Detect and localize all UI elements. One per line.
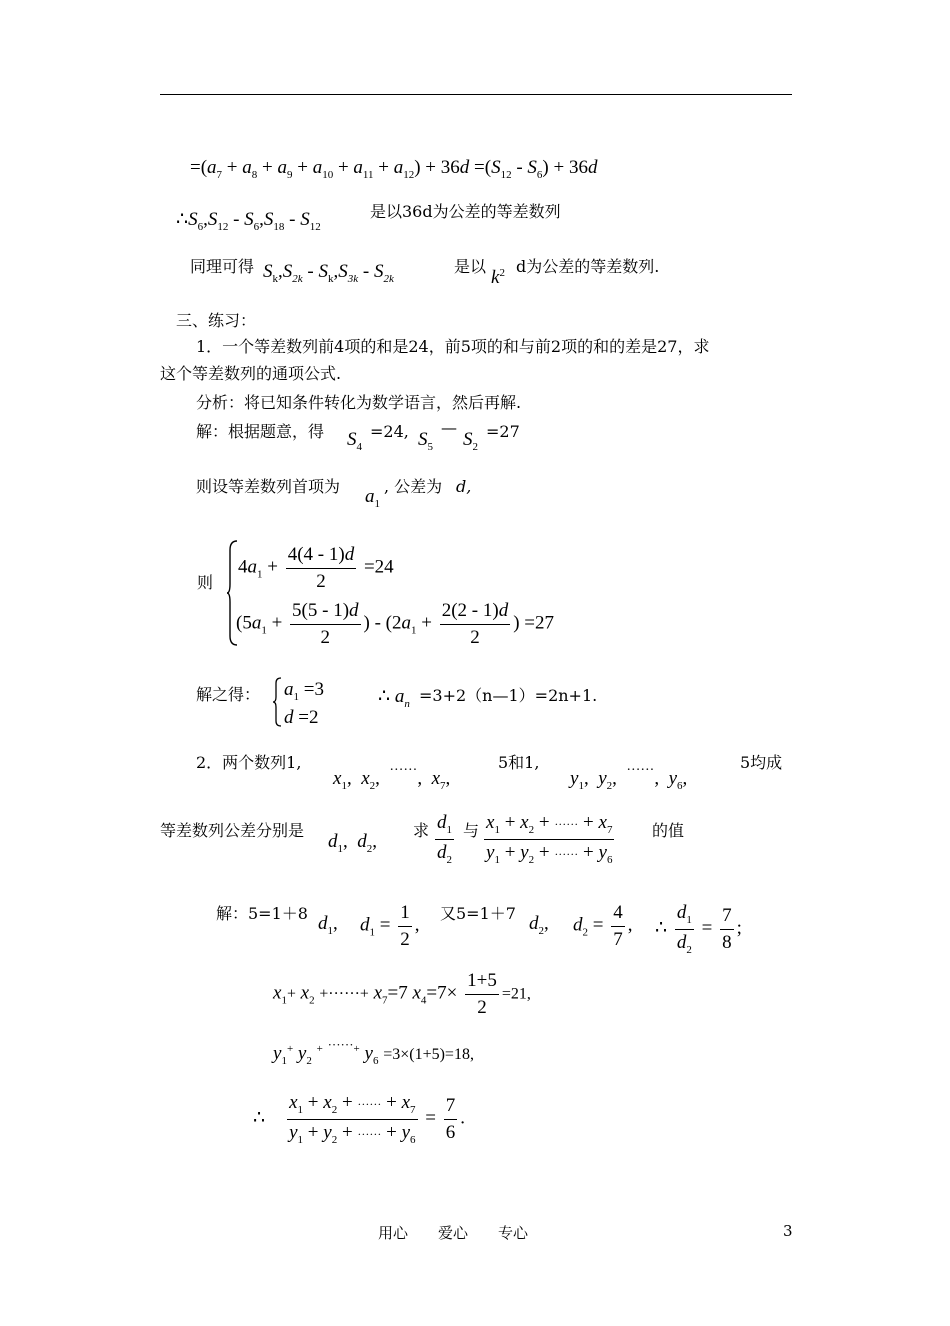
therefore-an: ∴ $a_n$	[378, 686, 410, 710]
similar-lead: 同理可得	[190, 257, 255, 276]
problem2-line2-b: 求	[413, 821, 430, 840]
ratio-sums: $\frac{x_1 + x_2 + \cdot\cdot\cdot\cdot\cdot\cdot + x_7}{y_1 + y_2 + \cdot\cdot\cdot\cdot\cdot\cdot + y_6}$	[486, 812, 613, 866]
final-result: ∴ $\frac{x_1 + x_2 + \cdot\cdot\cdot\cdot\cdot\cdot + x_7}{y_1 + y_2 + \cdot\cdot\cdot\cdot\cdot\cdot + y_6}$ = $\frac{7}{6}$ .	[253, 1092, 466, 1146]
s4-symbol: $S_4$	[347, 429, 362, 453]
similar-text1: 是以	[454, 257, 487, 276]
similar-seq: $S_k,S_{2k} - S_k,S_{3k} - S_{2k}$	[263, 261, 394, 285]
footer-motto: 用心 爱心 专心	[378, 1224, 529, 1242]
setup-text-c: d,	[456, 477, 472, 496]
diff-value: =27	[486, 422, 520, 441]
problem1-line2: 这个等差数列的通项公式.	[160, 364, 342, 383]
section-title: 三、练习：	[176, 311, 257, 330]
d1-term: $d_1$,	[318, 913, 338, 937]
d1-value: $d_1$ = $\frac{1}{2}$ ,	[360, 902, 420, 950]
problem2-c: 5均成	[740, 753, 783, 772]
solution2-b: 又5=1＋7	[440, 904, 516, 923]
k-squared: $k^2$	[491, 267, 505, 288]
therefore-line: $\therefore S_6,S_{12} - S_6,S_{18} - S_{12}$	[176, 209, 321, 233]
small-brace	[272, 677, 282, 727]
left-brace	[226, 540, 236, 646]
similar-text2: d为公差的等差数列.	[516, 257, 660, 276]
d2-value: $d_2$ = $\frac{4}{7}$ ,	[573, 902, 633, 950]
problem2-line2-d: 的值	[652, 821, 685, 840]
problem2-line2-c: 与	[463, 821, 480, 840]
derivation-line: $=(a_7 + a_8 + a_9 + a_{10} + a_{11} + a_{12}) + 36d =(S_{12} - S_6) + 36d$	[190, 157, 598, 181]
d1-d2: $d_1$, $d_2$,	[328, 831, 377, 855]
setup-text-b: , 公差为	[384, 477, 443, 496]
problem2-y-terms: $y_1$, $y_2$, ······, $y_6$,	[570, 763, 688, 792]
ratio-d: $\frac{d_1}{d_2}$	[437, 812, 452, 866]
system-eq1: $4a_1$ + $\frac{4(4 - 1)d}{2}$ =24	[238, 544, 394, 592]
an-formula: =3+2（n—1）=2n+1.	[419, 686, 598, 705]
therefore-text: 是以36d为公差的等差数列	[370, 202, 561, 221]
ratio-result: ∴ $\frac{d_1}{d_2}$ = $\frac{7}{8}$ ;	[655, 902, 742, 956]
d-solution: d =2	[284, 707, 319, 728]
s4-value: =24,	[370, 422, 409, 441]
problem2-line2-a: 等差数列公差分别是	[160, 821, 305, 840]
sum-y: $y_1^+$ $y_2$ + ······+ $y_6 =3\times(1+5)=18$,	[273, 1037, 474, 1067]
a1-solution: $a_1 =3$	[284, 679, 324, 703]
header-rule	[160, 94, 792, 95]
setup-text-a: 则设等差数列首项为	[196, 477, 341, 496]
solution2-a: 解：5=1＋8	[216, 904, 308, 923]
d2-term: $d_2$,	[529, 913, 549, 937]
problem2-b: 5和1,	[498, 753, 540, 772]
s5-symbol: $S_5$	[418, 429, 433, 453]
solved-label: 解之得：	[196, 685, 261, 704]
system-eq2: ($5a_1$ + $\frac{5(5 - 1)d}{2}$ ) - ($2a_1$ + $\frac{2(2 - 1)d}{2}$ ) =27	[236, 600, 555, 648]
s2-symbol: $S_2$	[463, 429, 478, 453]
problem2-x-terms: $x_1$, $x_2$, ······, $x_7$,	[333, 763, 451, 792]
minus-sign: —	[441, 418, 457, 437]
sum-x: $x_1+ x_2$ +······+ $x_7=7$ $x_4=7\times$ $\frac{1+5}{2}$ =21,	[273, 970, 531, 1018]
problem1-line1: 1．一个等差数列前4项的和是24，前5项的和与前2项的和的差是27，求	[196, 337, 710, 356]
problem2-a: 2．两个数列1,	[196, 753, 302, 772]
a1-symbol: $a_1$	[365, 486, 380, 510]
then-label: 则	[197, 573, 214, 592]
problem1-analysis: 分析：将已知条件转化为数学语言，然后再解.	[196, 393, 522, 412]
page-number: 3	[783, 1222, 793, 1240]
solution-lead: 解：根据题意，得	[196, 422, 325, 441]
